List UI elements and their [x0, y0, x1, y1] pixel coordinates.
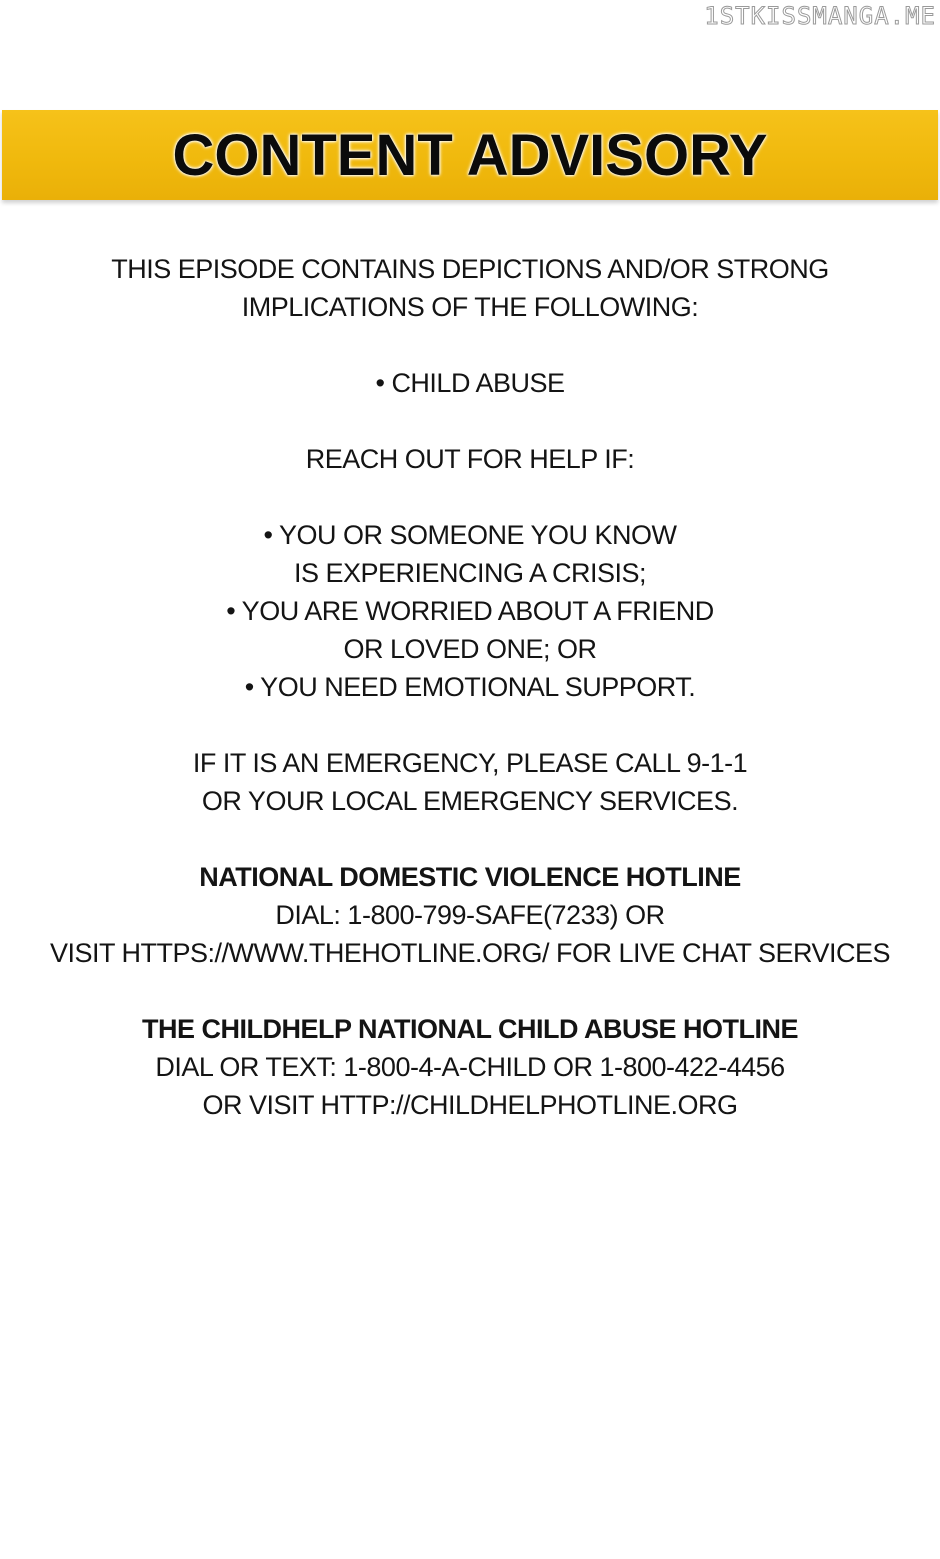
- emergency-line-2: OR YOUR LOCAL EMERGENCY SERVICES.: [201, 786, 739, 816]
- hotline-2-name: THE CHILDHELP NATIONAL CHILD ABUSE HOTLINE: [141, 1014, 798, 1044]
- intro-line-2: IMPLICATIONS OF THE FOLLOWING:: [241, 292, 699, 322]
- help-line: OR LOVED ONE; OR: [343, 634, 597, 664]
- site-watermark: 1STKISSMANGA.ME: [704, 2, 936, 30]
- help-heading: REACH OUT FOR HELP IF:: [305, 444, 635, 474]
- hotline-1-name: NATIONAL DOMESTIC VIOLENCE HOTLINE: [199, 862, 741, 892]
- banner-title: CONTENT ADVISORY: [172, 122, 768, 188]
- help-line: • YOU ARE WORRIED ABOUT A FRIEND: [226, 596, 714, 626]
- spacer: [0, 972, 940, 1010]
- emergency-line-1: IF IT IS AN EMERGENCY, PLEASE CALL 9-1-1: [192, 748, 748, 778]
- help-line: • YOU NEED EMOTIONAL SUPPORT.: [244, 672, 696, 702]
- spacer: [0, 402, 940, 440]
- spacer: [0, 478, 940, 516]
- hotline-2-visit: OR VISIT HTTP://CHILDHELPHOTLINE.ORG: [202, 1090, 738, 1120]
- help-line: IS EXPERIENCING A CRISIS;: [293, 558, 647, 588]
- intro-line-1: THIS EPISODE CONTAINS DEPICTIONS AND/OR STRONG: [111, 254, 829, 284]
- topic-item: • CHILD ABUSE: [375, 368, 565, 398]
- spacer: [0, 820, 940, 858]
- content-advisory-banner: [2, 110, 938, 200]
- advisory-body: [0, 250, 940, 1124]
- hotline-1-visit: VISIT HTTPS://WWW.THEHOTLINE.ORG/ FOR LIVE CHAT SERVICES: [49, 938, 891, 968]
- spacer: [0, 326, 940, 364]
- hotline-2-dial: DIAL OR TEXT: 1-800-4-A-CHILD OR 1-800-422-4456: [155, 1052, 785, 1082]
- spacer: [0, 706, 940, 744]
- hotline-1-dial: DIAL: 1-800-799-SAFE(7233) OR: [275, 900, 665, 930]
- help-line: • YOU OR SOMEONE YOU KNOW: [263, 520, 677, 550]
